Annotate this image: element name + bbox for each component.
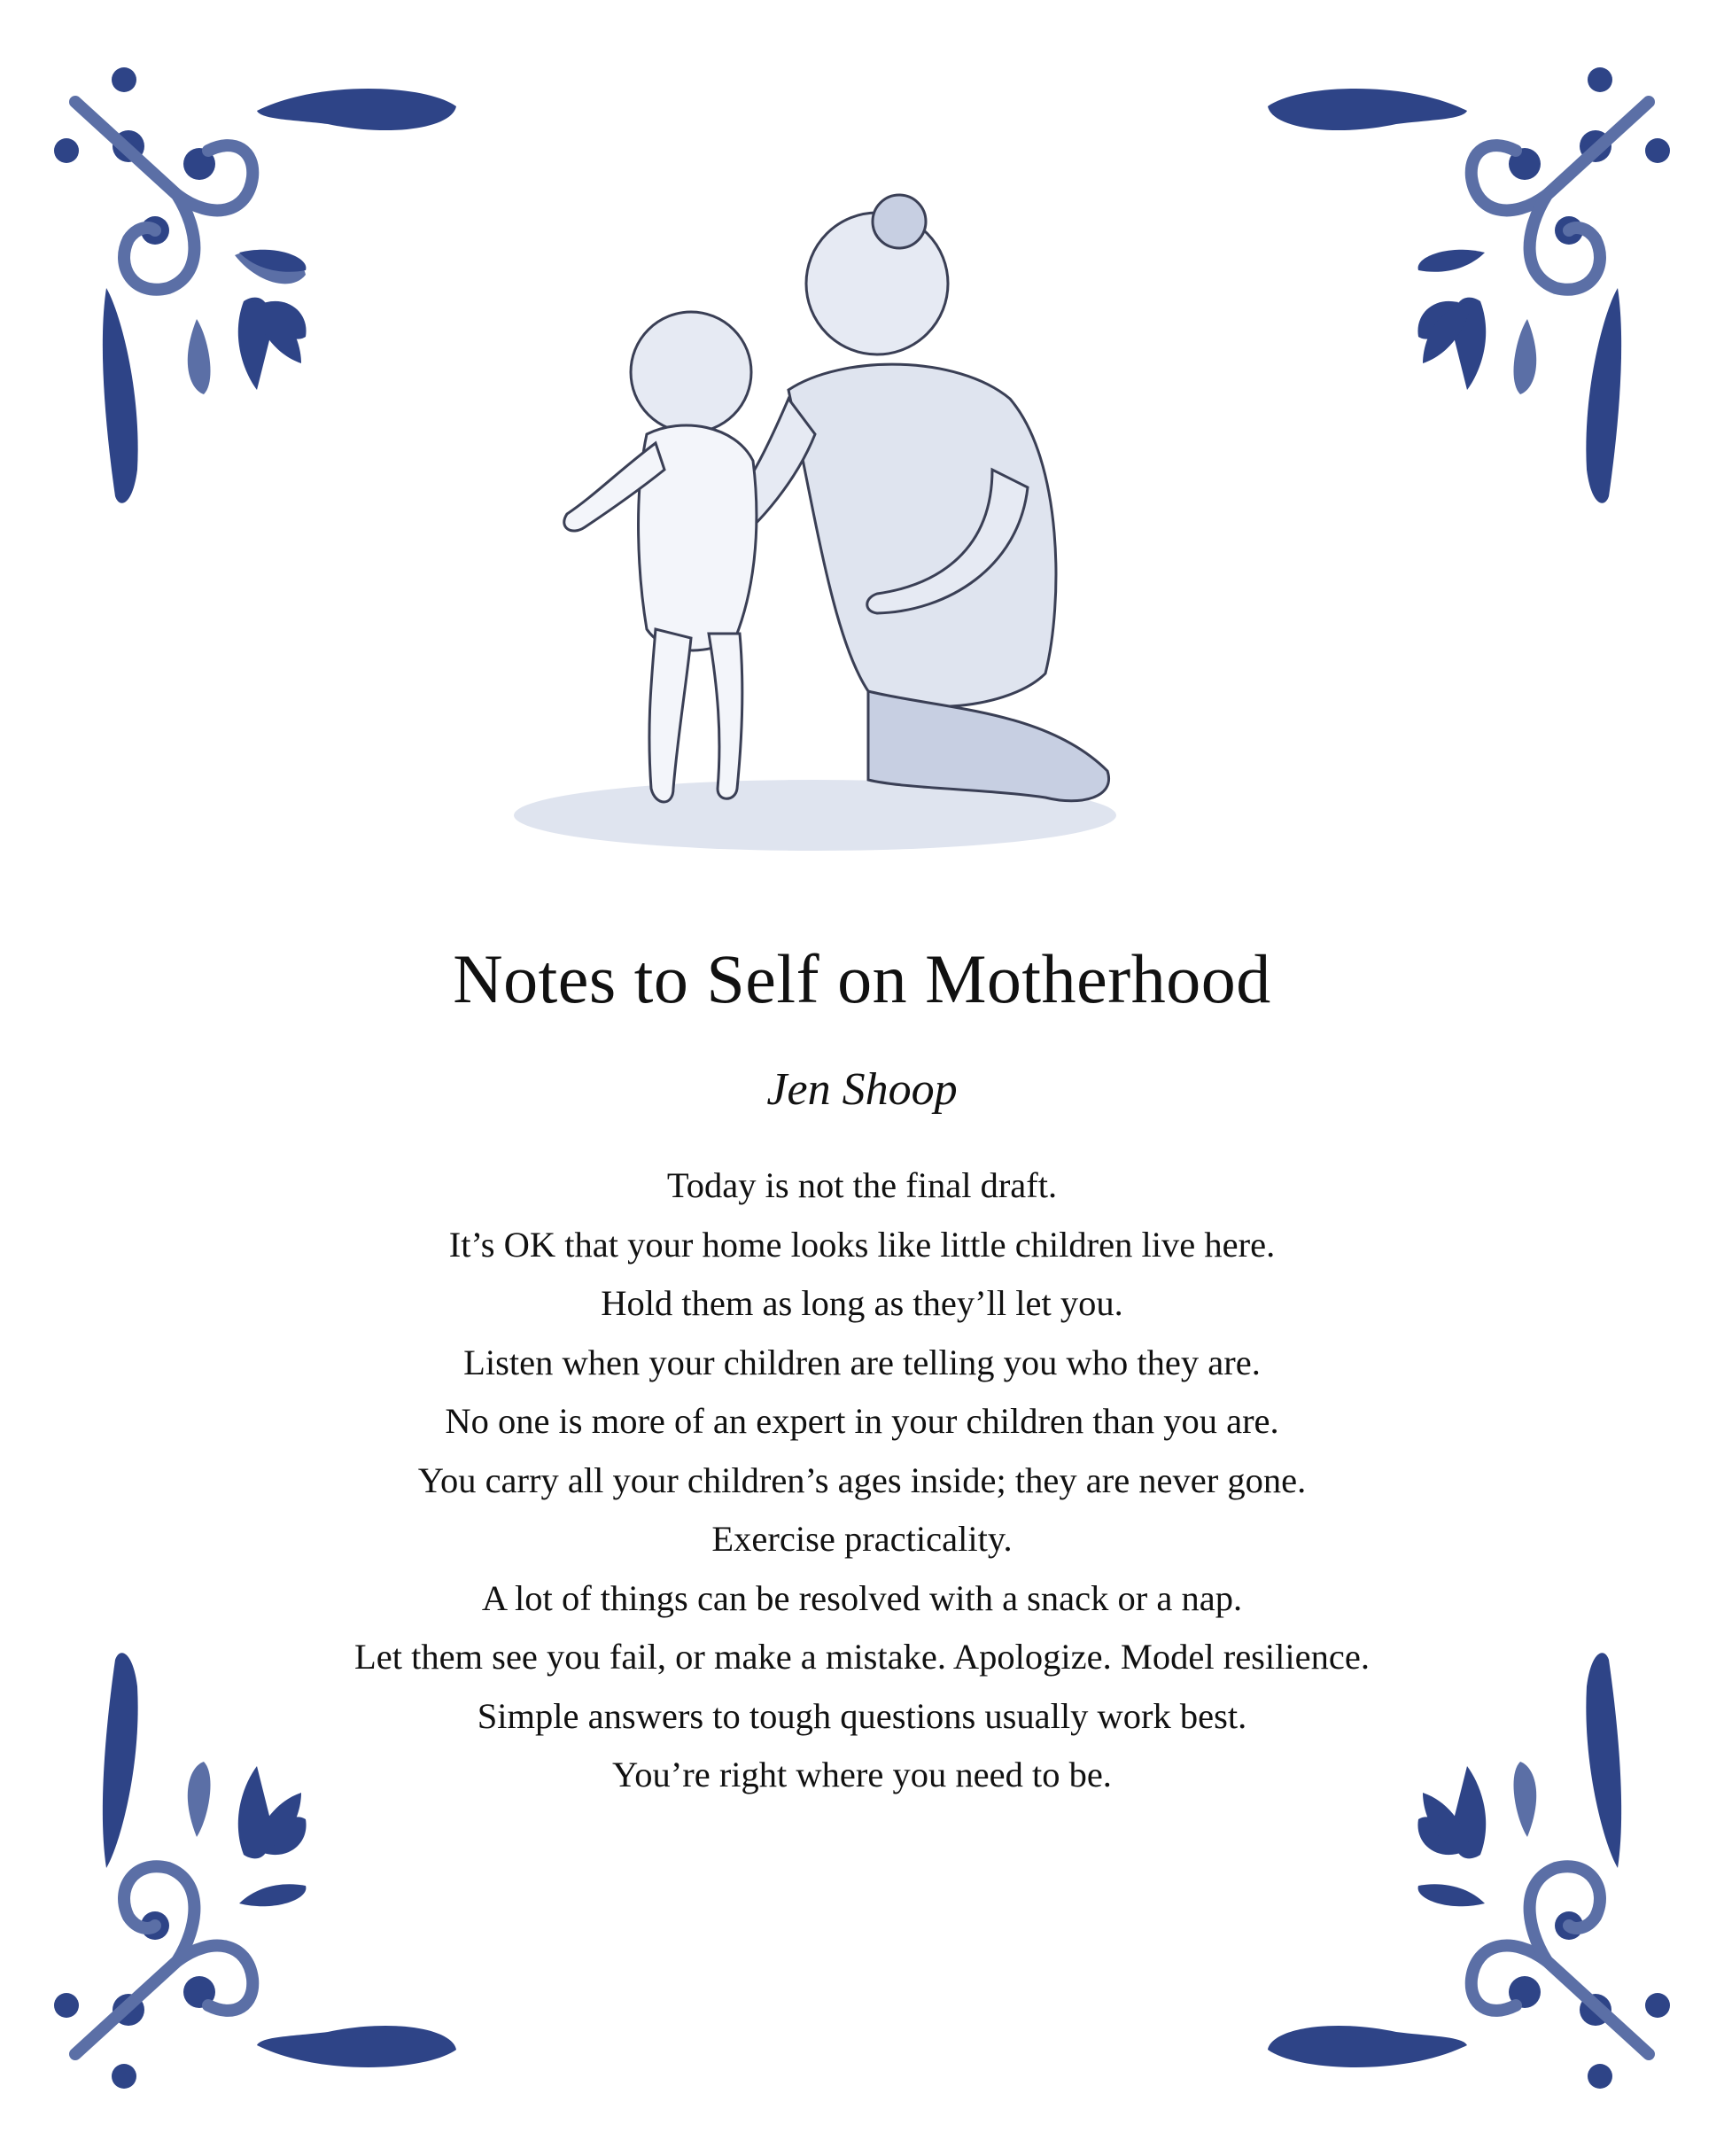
mother-and-child-icon — [496, 177, 1134, 868]
poem-line: Hold them as long as they’ll let you. — [601, 1283, 1123, 1323]
poem-line: Simple answers to tough questions usually work best. — [477, 1695, 1247, 1736]
floral-flourish-icon — [35, 53, 532, 549]
mother-baby-illustration — [496, 177, 1134, 868]
corner-ornament-top-left — [35, 53, 532, 549]
poem-line: No one is more of an expert in your children than you are. — [445, 1401, 1279, 1441]
poem-lines — [0, 1156, 1724, 1805]
poem-line: You’re right where you need to be. — [612, 1755, 1112, 1794]
corner-ornament-top-right — [1192, 53, 1689, 549]
poem-line: You carry all your children’s ages inside; they are never gone. — [417, 1459, 1307, 1500]
poem-line: Listen when your children are telling you who they are. — [463, 1342, 1261, 1382]
poem-line: It’s OK that your home looks like little children live here. — [448, 1224, 1276, 1265]
poem-line: Exercise practicality. — [711, 1519, 1013, 1559]
poem-line: Today is not the final draft. — [666, 1165, 1058, 1205]
floral-flourish-icon — [1192, 53, 1689, 549]
poem-line: Let them see you fail, or make a mistake. Apologize. Model resilience. — [353, 1637, 1370, 1677]
poem-line: A lot of things can be resolved with a snack or a nap. — [481, 1577, 1243, 1618]
author-byline: Jen Shoop — [766, 1064, 958, 1115]
page-title: Notes to Self on Motherhood — [453, 940, 1271, 1017]
